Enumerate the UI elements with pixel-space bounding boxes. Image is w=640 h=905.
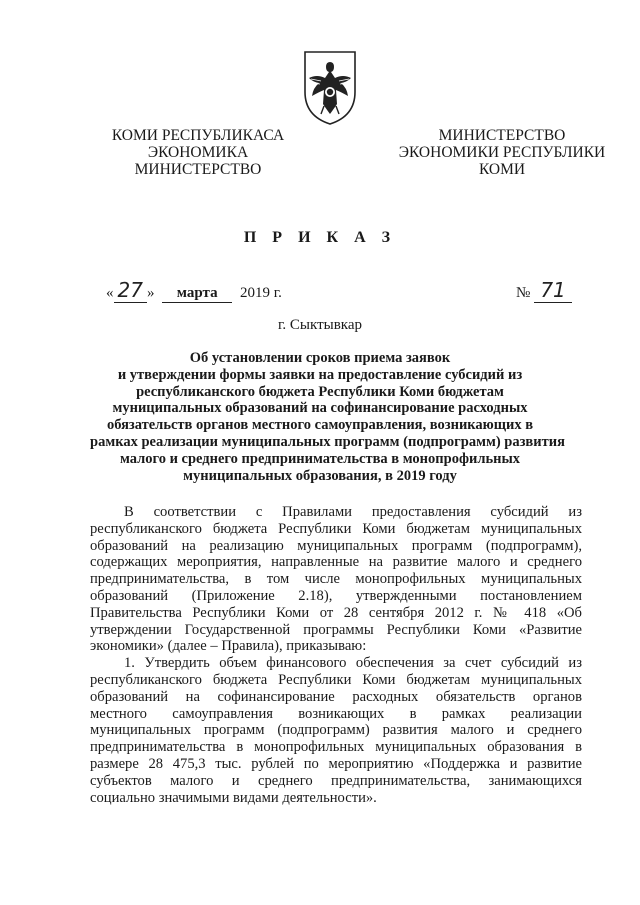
- number-value: 71: [534, 278, 571, 303]
- subject-line: Об установлении сроков приема заявок: [189, 350, 451, 366]
- body-line: муниципальных программ (подпрограмм) развития малого и среднего: [90, 722, 582, 739]
- subject-line: республиканского бюджета Республики Коми бюджетам: [136, 383, 504, 400]
- body-line: предпринимательства в монопрофильных муниципальных образования в: [90, 739, 582, 756]
- date-open-quote: «: [106, 285, 114, 301]
- subject-line: и утверждении формы заявки на предоставление субсидий из: [117, 366, 523, 383]
- header-left-line: КОМИ РЕСПУБЛИКАСА: [111, 127, 285, 144]
- body-line: образований на реализацию муниципальных программ (подпрограмм),: [90, 537, 582, 554]
- body-line: содержащих мероприятия, направленные на развитие малого и среднего: [90, 554, 582, 571]
- subject-line: муниципальных образования, в 2019 году: [183, 467, 457, 484]
- body-line: В соответствии с Правилами предоставления субсидий из: [124, 504, 582, 520]
- body-line: Правительства Республики Коми от 28 сентября 2012 г. № 418 «Об: [90, 604, 582, 621]
- body-line: республиканского бюджета Республики Коми бюджетам муниципальных: [90, 671, 582, 688]
- header-left-line: ЭКОНОМИКА: [147, 144, 249, 161]
- date-year: 2019 г.: [239, 285, 282, 301]
- date-month: марта: [162, 285, 232, 303]
- date-close-quote: »: [146, 285, 155, 301]
- subject-line: рамках реализации муниципальных программ (подпрограмм) развития: [90, 433, 565, 450]
- order-subject: [90, 350, 565, 484]
- body-line: образований на софинансирование расходных обязательств органов: [90, 688, 582, 705]
- coat-of-arms-komi-icon: [299, 48, 361, 126]
- ministry-header-russian: [392, 127, 612, 178]
- body-line: республиканского бюджета Республики Коми бюджетам муниципальных: [90, 520, 582, 537]
- body-line: местного самоуправления возникающих в рамках реализации: [90, 705, 582, 722]
- body-line: экономики» (далее – Правила), приказываю:: [90, 638, 367, 655]
- body-line: социально значимыми видами деятельности».: [90, 789, 377, 806]
- order-date: [106, 278, 282, 303]
- header-left-line: МИНИСТЕРСТВО: [134, 161, 262, 178]
- header-right-line: ЭКОНОМИКИ РЕСПУБЛИКИ: [398, 144, 606, 161]
- ministry-header-komi: [98, 127, 298, 178]
- subject-line: малого и среднего предпринимательства в монопрофильных: [119, 450, 521, 467]
- order-body: [90, 504, 582, 806]
- body-line: образований (Приложение 2.18), утвержденными постановлением: [90, 587, 582, 604]
- date-day: 27: [114, 278, 147, 303]
- document-title: П Р И К А З: [243, 229, 397, 246]
- body-line: размере 28 475,3 тыс. рублей по мероприятию «Поддержка и развитие: [90, 755, 582, 772]
- order-number: [516, 278, 572, 303]
- number-sign: №: [516, 285, 531, 301]
- subject-line: муниципальных образований на софинансирование расходных: [112, 400, 528, 417]
- body-line: субъектов малого и среднего предпринимательства, занимающихся: [90, 772, 582, 789]
- header-right-line: КОМИ: [478, 161, 526, 178]
- subject-line: обязательств органов местного самоуправления, возникающих в: [106, 417, 534, 434]
- header-right-line: МИНИСТЕРСТВО: [438, 127, 566, 144]
- body-line: 1. Утвердить объем финансового обеспечения за счет субсидий из: [124, 655, 582, 672]
- body-line: утверждении Государственной программы Республики Коми «Развитие: [90, 621, 582, 638]
- body-line: предпринимательства, в том числе монопрофильных муниципальных: [90, 571, 582, 588]
- city: г. Сыктывкар: [277, 317, 363, 333]
